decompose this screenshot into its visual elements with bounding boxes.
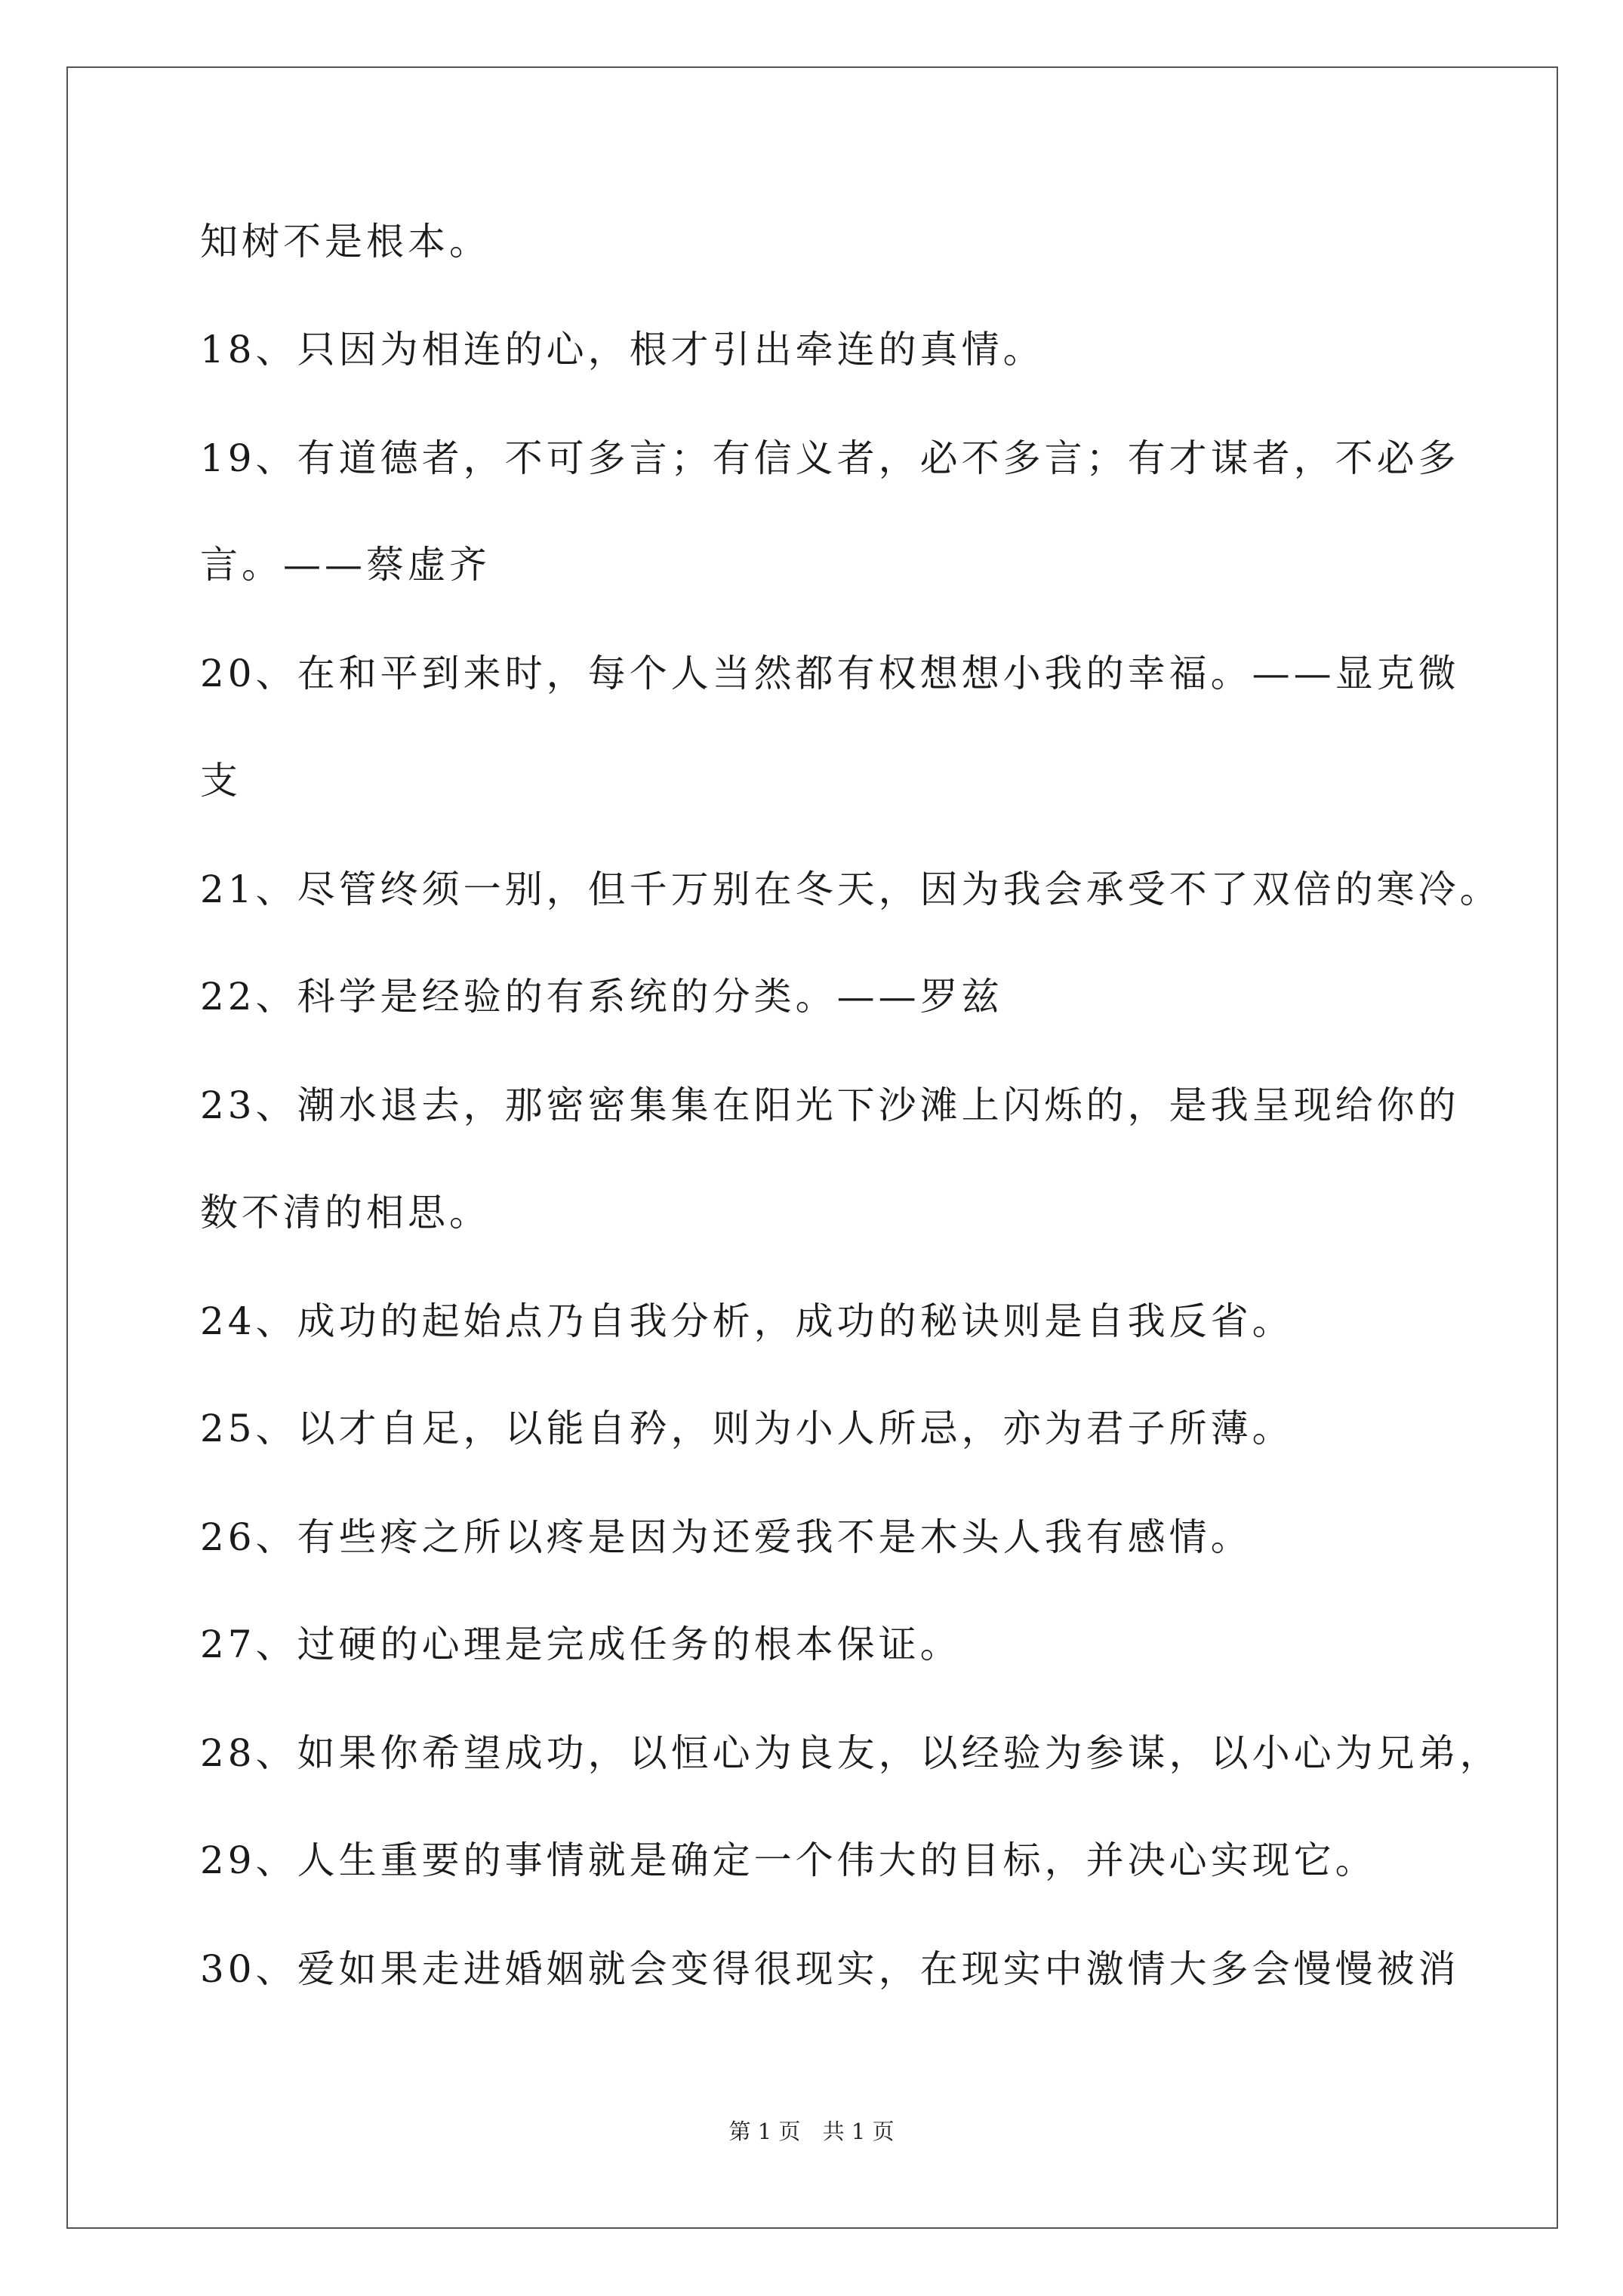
text-line: 29、人生重要的事情就是确定一个伟大的目标，并决心实现它。 [200, 1838, 1377, 1882]
text-line: 数不清的相思。 [200, 1191, 491, 1234]
text-line: 28、如果你希望成功，以恒心为良友，以经验为参谋，以小心为兄弟， [200, 1731, 1501, 1775]
text-line: 21、尽管终须一别，但千万别在冬天，因为我会承受不了双倍的寒冷。 [200, 868, 1501, 911]
text-line: 25、以才自足，以能自矜，则为小人所忌，亦为君子所薄。 [200, 1407, 1294, 1450]
page-footer [0, 2118, 1623, 2145]
page-frame [66, 66, 1558, 2229]
text-line: 27、过硬的心理是完成任务的根本保证。 [200, 1623, 962, 1666]
text-line: 知树不是根本。 [200, 220, 491, 264]
text-line: 24、成功的起始点乃自我分析，成功的秘诀则是自我反省。 [200, 1299, 1294, 1343]
page-number-total: 共 1 页 [822, 2119, 895, 2144]
text-line: 26、有些疼之所以疼是因为还爱我不是木头人我有感情。 [200, 1515, 1252, 1559]
text-line: 言。——蔡虚齐 [200, 543, 491, 587]
text-line: 18、只因为相连的心，根才引出牵连的真情。 [200, 328, 1045, 371]
text-line: 19、有道德者，不可多言；有信义者，必不多言；有才谋者，不必多 [200, 436, 1460, 480]
text-line: 支 [200, 759, 242, 803]
text-line: 23、潮水退去，那密密集集在阳光下沙滩上闪烁的，是我呈现给你的 [200, 1083, 1460, 1127]
text-line: 22、科学是经验的有系统的分类。——罗兹 [200, 975, 1003, 1019]
page-number-current: 第 1 页 [728, 2119, 801, 2144]
text-line: 20、在和平到来时，每个人当然都有权想想小我的幸福。——显克微 [200, 652, 1460, 695]
text-line: 30、爱如果走进婚姻就会变得很现实，在现实中激情大多会慢慢被消 [200, 1947, 1460, 1991]
